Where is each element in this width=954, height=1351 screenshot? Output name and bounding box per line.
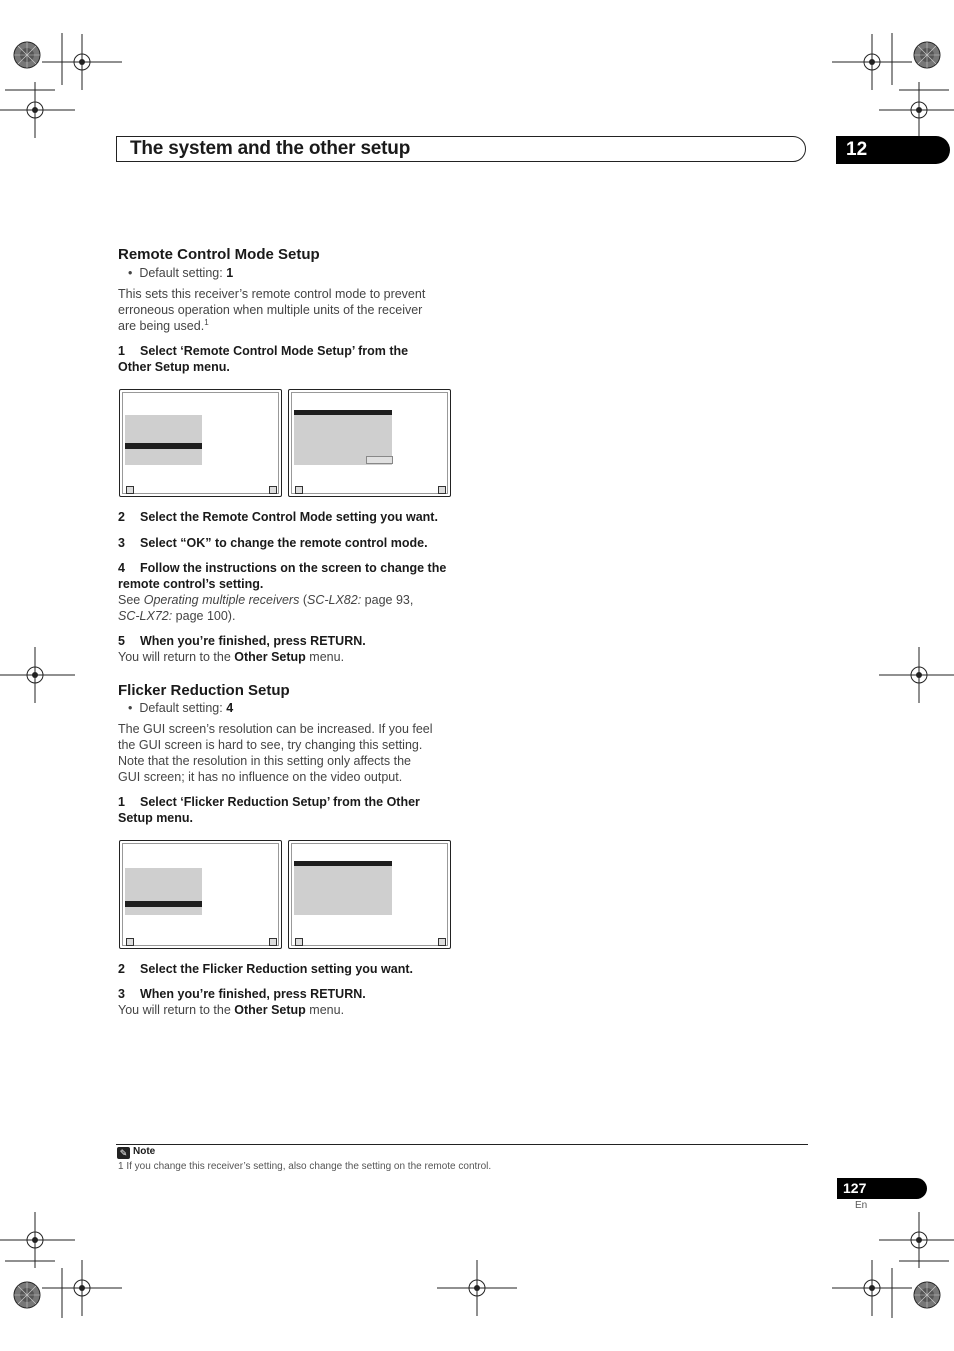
model-name: SC-LX72: [118, 609, 173, 623]
remote-return-text [118, 649, 344, 665]
step-text: Other Setup menu. [118, 360, 230, 374]
note-label: Note [133, 1146, 156, 1157]
desc-text: are being used. [118, 319, 205, 333]
return-text: menu. [305, 650, 345, 664]
step-text: Follow the instructions on the screen to change the [140, 561, 447, 575]
language-code: En [855, 1200, 868, 1211]
step-number: 3 [118, 987, 125, 1001]
remote-description [118, 286, 458, 334]
step-text: remote control’s setting. [118, 577, 264, 591]
menu-name: Other Setup [234, 650, 306, 664]
desc-line: the GUI screen is hard to see, try changing this setting. [118, 738, 423, 752]
step-text: Select ‘Remote Control Mode Setup’ from the [140, 344, 409, 358]
step-text: When you’re finished, press RETURN. [140, 634, 366, 648]
step-number: 5 [118, 634, 125, 648]
chapter-number-badge: 12 [836, 136, 950, 164]
default-label: Default setting: [139, 266, 227, 280]
step-text: Select ‘Flicker Reduction Setup’ from the Other [140, 795, 420, 809]
flicker-step-2 [118, 961, 413, 977]
desc-line: This sets this receiver’s remote control mode to prevent [118, 287, 426, 301]
osd-screen-setting [288, 389, 451, 497]
osd-screen-setting [288, 840, 451, 949]
return-text: You will return to the [118, 650, 235, 664]
pencil-note-icon: ✎ [117, 1147, 130, 1159]
see-text: See [118, 593, 144, 607]
step-text: Select the Remote Control Mode setting you want. [140, 510, 438, 524]
default-value: 4 [226, 701, 234, 715]
exit-icon [438, 938, 446, 946]
return-text: menu. [305, 1003, 345, 1017]
remote-section-heading: Remote Control Mode Setup [118, 246, 320, 263]
desc-line: The GUI screen’s resolution can be increased. If you feel [118, 722, 433, 736]
page-ref: page 100). [172, 609, 236, 623]
remote-see-reference [118, 592, 463, 624]
see-link-title: Operating multiple receivers [143, 593, 300, 607]
step-text: Setup menu. [118, 811, 194, 825]
exit-icon [438, 486, 446, 494]
footnote-text: 1 If you change this receiver’s setting, also change the setting on the remote control. [118, 1161, 492, 1172]
flicker-default-setting: • Default setting: 4 [128, 701, 234, 715]
return-text: You will return to the [118, 1003, 235, 1017]
flicker-step-1 [118, 794, 463, 826]
flicker-return-text [118, 1002, 344, 1018]
footnote-divider [116, 1144, 808, 1145]
step-text: Select the Flicker Reduction setting you want. [140, 962, 413, 976]
page-ref: page 93, [361, 593, 414, 607]
desc-line: Note that the resolution in this setting only affects the [118, 754, 411, 768]
page-number-badge: 127 [837, 1178, 927, 1199]
see-text: ( [299, 593, 307, 607]
return-icon [295, 486, 303, 494]
step-number: 2 [118, 510, 125, 524]
exit-icon [269, 486, 277, 494]
step-number: 1 [118, 795, 125, 809]
chapter-title: The system and the other setup [130, 138, 411, 159]
step-text: Select “OK” to change the remote control mode. [140, 536, 428, 550]
step-number: 4 [118, 561, 125, 575]
flicker-step-3 [118, 986, 366, 1002]
return-icon [126, 938, 134, 946]
default-label: Default setting: [139, 701, 227, 715]
step-number: 1 [118, 344, 125, 358]
desc-line [118, 318, 458, 334]
ok-button[interactable] [366, 456, 393, 464]
desc-line: erroneous operation when multiple units of the receiver [118, 303, 423, 317]
step-number: 3 [118, 536, 125, 550]
step-number: 2 [118, 962, 125, 976]
remote-step-2 [118, 509, 438, 525]
flicker-description [118, 721, 463, 785]
model-name: SC-LX82: [306, 593, 362, 607]
remote-step-4 [118, 560, 463, 592]
desc-line: GUI screen; it has no influence on the video output. [118, 770, 403, 784]
remote-step-5 [118, 633, 366, 649]
remote-step-3 [118, 535, 428, 551]
flicker-section-heading: Flicker Reduction Setup [118, 682, 290, 699]
footnote-ref: 1 [204, 317, 209, 327]
exit-icon [269, 938, 277, 946]
remote-default-setting: • Default setting: 1 [128, 266, 234, 280]
default-value: 1 [226, 266, 234, 280]
remote-step-1 [118, 343, 458, 375]
return-icon [295, 938, 303, 946]
osd-screen-menu [119, 389, 282, 497]
step-text: When you’re finished, press RETURN. [140, 987, 366, 1001]
menu-name: Other Setup [234, 1003, 306, 1017]
return-icon [126, 486, 134, 494]
osd-screen-menu [119, 840, 282, 949]
